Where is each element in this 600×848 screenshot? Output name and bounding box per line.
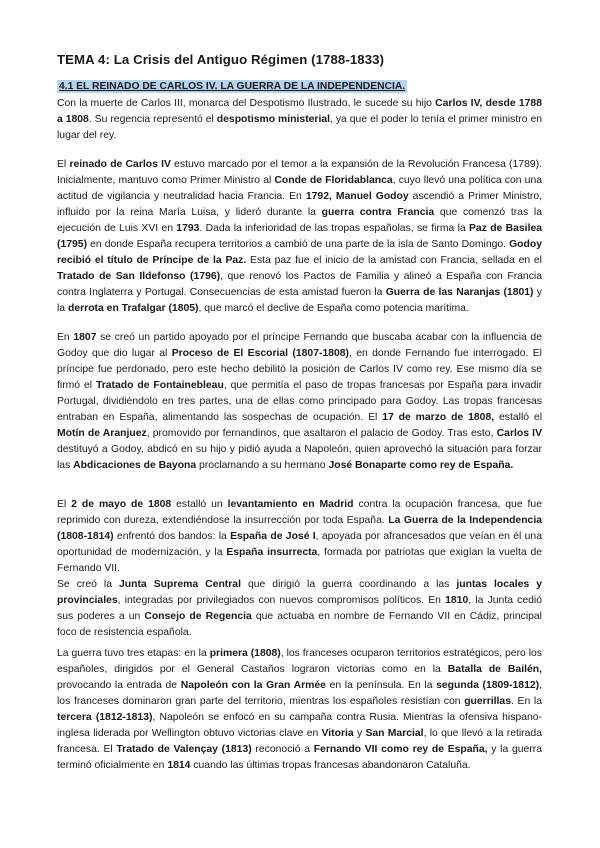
- bold-text: José Bonaparte como rey de España.: [328, 460, 514, 471]
- text-run: enfrentó dos bandos: la: [113, 531, 231, 542]
- text-run: . Su regencia representó el: [88, 114, 217, 125]
- text-run: en donde España recupera territorios a cambió de una parte de la isla de Santo Domingo.: [87, 239, 510, 250]
- bold-text: reinado de Carlos IV: [69, 159, 171, 170]
- text-run: y la: [57, 287, 542, 314]
- bold-text: primera (1808): [209, 648, 281, 659]
- bold-text: segunda (1809-1812): [436, 680, 540, 691]
- paragraph-1: [57, 96, 542, 144]
- bold-text: guerrillas: [464, 696, 511, 707]
- bold-text: San Marcial: [365, 728, 424, 739]
- bold-text: Consejo de Regencia: [144, 611, 252, 622]
- bold-text: Tratado de Valençay (1813): [116, 744, 252, 755]
- bold-text: derrota en Trafalgar (1805): [67, 303, 199, 314]
- text-run: . En la: [510, 696, 542, 707]
- bold-text: Carlos IV: [496, 428, 542, 439]
- bold-text: Conde de Floridablanca: [274, 175, 393, 186]
- bold-text: Tratado de San Ildefonso (1796): [57, 271, 221, 282]
- text-run: , promovido por fernandinos, que asaltaron el palacio de Godoy. Tras esto,: [146, 428, 497, 439]
- bold-text: Abdicaciones de Bayona: [73, 460, 197, 471]
- bold-text: tercera (1812-1813): [57, 712, 153, 723]
- text-run: . Dada la inferioridad de las tropas españolas, se firma la: [199, 223, 469, 234]
- text-run: , ya que el poder lo tenía el primer ministro en lugar del rey.: [57, 114, 543, 141]
- bold-text: Junta Suprema Central: [119, 579, 241, 590]
- text-run: en la península. En la: [325, 680, 437, 691]
- text-run: , Napoleón se enfocó en su campaña contra Rusia. Mientras la ofensiva hispano-inglesa liderada por Wellington obtuvo victorias clave en: [57, 712, 542, 739]
- text-run: contra la ocupación francesa, que fue reprimido con dureza, extendiéndose la insurrección por toda España.: [57, 499, 542, 526]
- bold-text: Batalla de Bailén,: [447, 664, 542, 675]
- bold-text: 1810: [445, 595, 469, 606]
- bold-text: juntas locales y provinciales: [57, 579, 542, 606]
- bold-text: 1793: [176, 223, 200, 234]
- text-run: se creó un partido apoyado por el príncipe Fernando que buscaba acabar con la influencia de Godoy que dio lugar al: [57, 332, 542, 359]
- paragraph-4: [57, 497, 542, 641]
- text-run: , en donde Fernando fue interrogado. El príncipe fue perdonado, pero este hecho debilitó la posición de Carlos IV como rey. Ese mismo día se firmó el: [57, 348, 542, 391]
- paragraph-2: [57, 157, 542, 317]
- paragraph-3: [57, 330, 542, 474]
- bold-text: Tratado de Fontainebleau: [95, 380, 224, 391]
- bold-text: despotismo ministerial: [216, 114, 331, 125]
- bold-text: Carlos IV, desde 1788 a 1808: [57, 98, 542, 125]
- bold-text: 1814: [167, 760, 191, 771]
- text-run: El: [57, 499, 72, 510]
- bold-text: La Guerra de la Independencia (1808-1814): [57, 515, 542, 542]
- text-run: reconoció a: [251, 744, 314, 755]
- text-run: que dirigió la guerra coordinando a las: [240, 579, 457, 590]
- text-run: Con la muerte de Carlos III, monarca del Despotismo Ilustrado, le sucede su hijo: [57, 98, 436, 109]
- bold-text: Guerra de las Naranjas (1801): [385, 287, 534, 298]
- text-run: El: [57, 159, 70, 170]
- text-run: proclamando a su hermano: [196, 460, 329, 471]
- text-run: , lo que llevó a la retirada francesa. El: [57, 728, 542, 755]
- text-run: que comenzó tras la ejecución de Luis XVI en: [57, 207, 542, 234]
- bold-text: Napoleón con la Gran Armée: [180, 680, 326, 691]
- bold-text: Paz de Basilea (1795): [57, 223, 543, 250]
- text-run: que actuaba en nombre de Fernando VII en Cádiz, principal foco de resistencia española.: [57, 611, 542, 638]
- text-run: y la guerra terminó oficialmente en: [57, 744, 543, 771]
- bold-text: 2 de mayo de 1808: [71, 499, 172, 510]
- text-run: provocando la entrada de: [57, 680, 181, 691]
- bold-text: levantamiento en Madrid: [227, 499, 354, 510]
- bold-text: guerra contra Francia: [321, 207, 435, 218]
- text-run: , la Junta cedió sus poderes a un: [57, 595, 542, 622]
- text-run: cuando las últimas tropas francesas abandonaron Cataluña.: [190, 760, 471, 771]
- text-run: estuvo marcado por el temor a la expansión de la Revolución Francesa (1789). Inicialmente, mantuvo como Primer Ministro al: [57, 159, 542, 186]
- bold-text: Motín de Aranjuez: [57, 428, 147, 439]
- bold-text: Godoy recibió el título de Príncipe de la Paz.: [57, 239, 542, 266]
- bold-text: España de José I: [230, 531, 316, 542]
- text-run: En: [57, 332, 74, 343]
- bold-text: Proceso de El Escorial (1807-1808): [171, 348, 350, 359]
- text-run: , formada por patriotas que exigían la vuelta de Fernando VII.: [57, 547, 543, 574]
- text-run: ascendió a Primer Ministro, influido por la reina María Luisa, y lideró durante la: [57, 191, 542, 218]
- text-run: destituyó a Godoy, abdicó en su hijo y pidió ayuda a Napoleón, quien aprovechó la situación para forzar las: [57, 444, 542, 471]
- bold-text: 1792, Manuel Godoy: [305, 191, 409, 202]
- text-run: y: [353, 728, 366, 739]
- bold-text: Fernando VII como rey de España,: [313, 744, 488, 755]
- bold-text: 17 de marzo de 1808,: [382, 412, 495, 423]
- text-run: , cuyo llevó una política con una actitud de vigilancia y neutralidad hacia Francia. En: [57, 175, 543, 202]
- text-run: , integradas por privilegiados con nuevos compromisos políticos. En: [117, 595, 446, 606]
- text-run: , los franceses dominaron gran parte del territorio, mientras los españoles resistían con: [57, 680, 542, 707]
- text-run: Se creó la: [57, 579, 119, 590]
- section-heading: 4.1 EL REINADO DE CARLOS IV. LA GUERRA DE LA INDEPENDENCIA.: [59, 81, 406, 92]
- document-title: TEMA 4: La Crisis del Antiguo Régimen (1788-1833): [57, 52, 385, 67]
- text-run: estalló un: [171, 499, 228, 510]
- paragraph-5: [57, 646, 542, 774]
- bold-text: Vitoria: [321, 728, 354, 739]
- text-run: , apoyada por afrancesados que veían en él una oportunidad de modernización, y la: [57, 531, 542, 558]
- text-run: Esta paz fue el inicio de la amistad con Francia, sellada en el: [246, 255, 542, 266]
- text-run: , que permitía el paso de tropas francesas por España para invadir Portugal, dividiéndolo en tres partes, una de ellas como principado para Godoy. Las tropas francesas entraban en España, alimentando las sospechas de ocupación. El: [57, 380, 543, 423]
- text-run: , que marcó el declive de España como potencia marítima.: [198, 303, 469, 314]
- text-run: , que renovó los Pactos de Familia y alineó a España con Francia contra Inglaterra y Portugal. Consecuencias de esta amistad fueron la: [57, 271, 542, 298]
- text-run: La guerra tuvo tres etapas: en la: [57, 648, 210, 659]
- bold-text: España insurrecta: [226, 547, 318, 558]
- bold-text: 1807: [73, 332, 97, 343]
- text-run: , los franceses ocuparon territorios estratégicos, pero los españoles, dirigidos por el General Castaños lograron victorias como en la: [57, 648, 542, 675]
- text-run: estalló el: [494, 412, 542, 423]
